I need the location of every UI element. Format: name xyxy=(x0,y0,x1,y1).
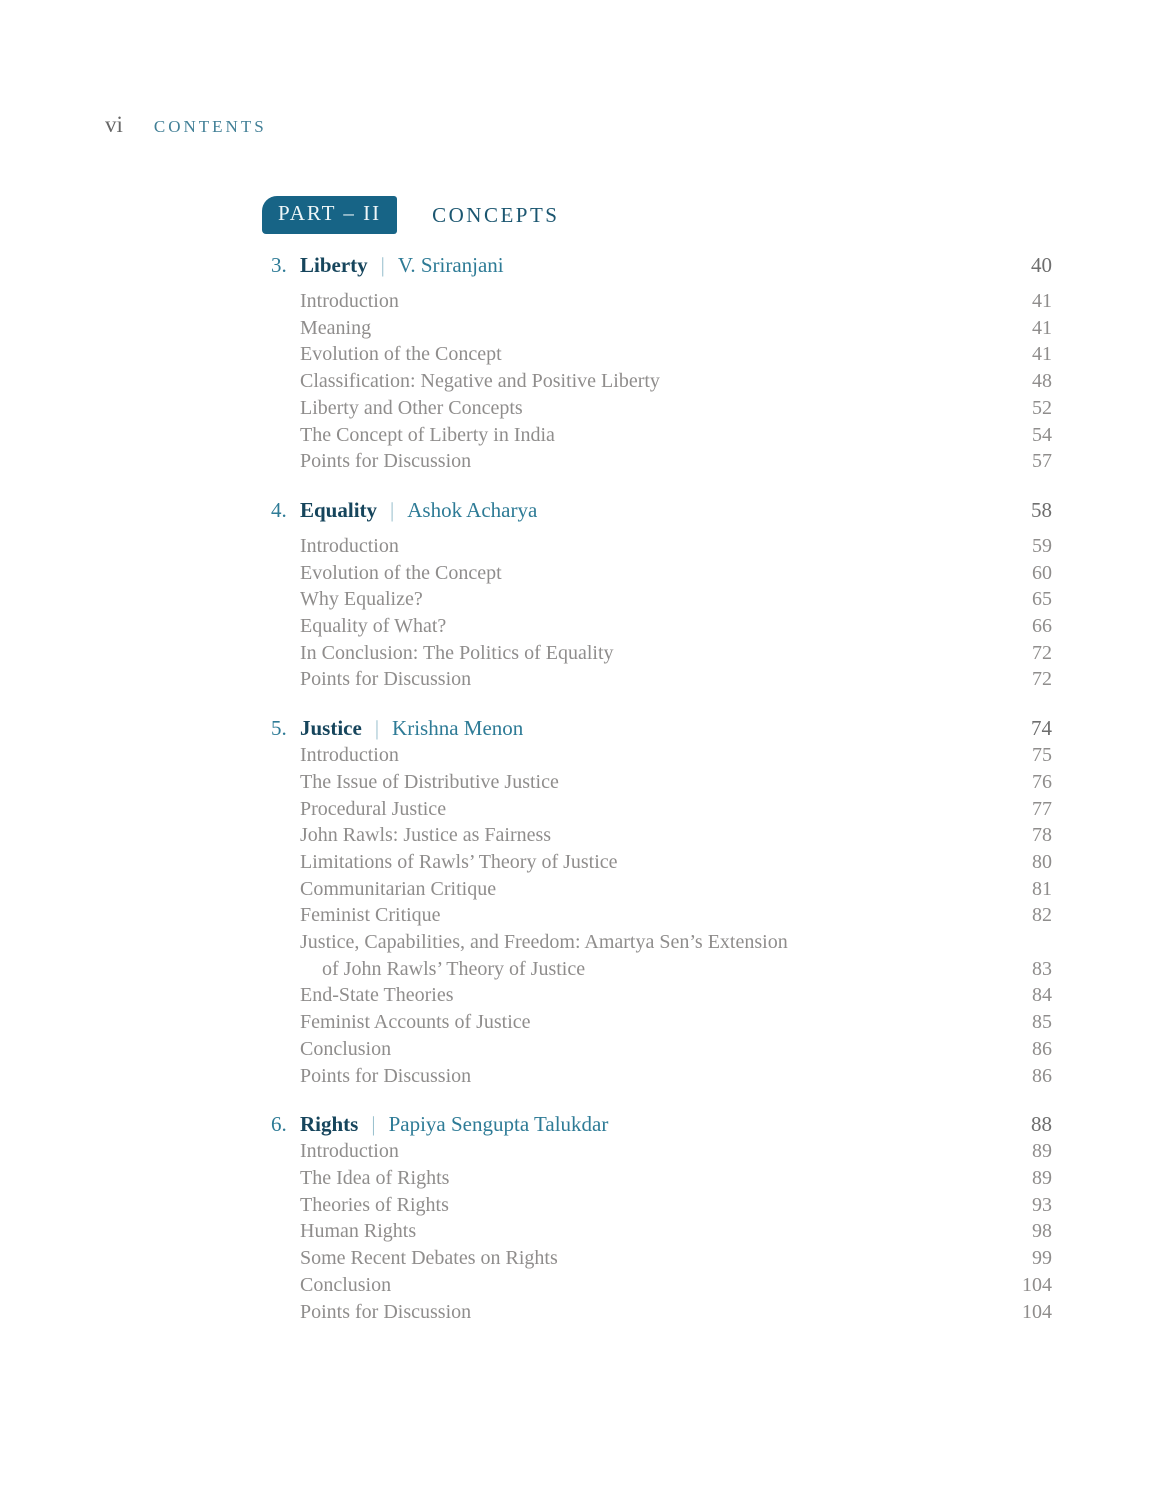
section-label: Theories of Rights xyxy=(300,1193,449,1216)
section-page-number: 59 xyxy=(1032,534,1052,557)
section-label: Conclusion xyxy=(300,1037,392,1060)
toc-section-row xyxy=(262,640,1052,667)
section-list xyxy=(262,1138,1052,1325)
section-page-number: 99 xyxy=(1032,1247,1052,1270)
toc-section-row xyxy=(262,395,1052,422)
chapter-heading xyxy=(262,1110,1052,1138)
toc-section-row xyxy=(262,796,1052,823)
section-page-number: 83 xyxy=(1032,957,1052,980)
section-label: Classification: Negative and Positive Liberty xyxy=(300,370,660,393)
section-label: Procedural Justice xyxy=(300,797,447,820)
section-label: Introduction xyxy=(300,290,399,312)
section-page-number: 75 xyxy=(1032,744,1052,767)
toc-section-row xyxy=(262,666,1052,693)
section-label: Equality of What? xyxy=(300,615,447,638)
section-page-number: 80 xyxy=(1032,850,1052,873)
section-label: Evolution of the Concept xyxy=(300,343,502,366)
chapter-author: V. Sriranjani xyxy=(397,253,504,277)
section-label: Communitarian Critique xyxy=(300,877,497,900)
toc-section-row xyxy=(262,422,1052,449)
section-page-number: 98 xyxy=(1032,1220,1052,1243)
section-page-number: 89 xyxy=(1032,1140,1052,1163)
toc-section-row xyxy=(262,742,1052,769)
divider-bar: | xyxy=(374,716,380,741)
section-page-number: 77 xyxy=(1032,797,1052,820)
toc-section-row xyxy=(262,288,1052,315)
toc-section-row xyxy=(262,315,1052,342)
chapter-title: Equality xyxy=(300,497,378,522)
part-badge: PART – II xyxy=(262,196,397,234)
toc-section-row xyxy=(262,1138,1052,1165)
toc-section-row xyxy=(262,368,1052,395)
section-page-number: 66 xyxy=(1032,615,1052,638)
toc-section-row xyxy=(262,982,1052,1009)
table-of-contents xyxy=(262,196,1052,1325)
section-label: John Rawls: Justice as Fairness xyxy=(300,824,552,847)
section-page-number: 85 xyxy=(1032,1011,1052,1034)
running-head xyxy=(105,112,267,138)
toc-section-row xyxy=(262,1218,1052,1245)
section-label: Evolution of the Concept xyxy=(300,561,502,584)
section-label: Points for Discussion xyxy=(300,1064,472,1087)
divider-bar: | xyxy=(380,253,385,277)
section-page-number: 54 xyxy=(1032,423,1052,446)
section-label: The Idea of Rights xyxy=(300,1166,450,1189)
chapter-heading xyxy=(262,251,1052,279)
chapter-entry xyxy=(262,1110,1052,1325)
section-page-number: 89 xyxy=(1032,1166,1052,1189)
toc-section-row xyxy=(262,1009,1052,1036)
section-page-number: 78 xyxy=(1032,824,1052,847)
toc-section-row xyxy=(262,902,1052,929)
section-label: Justice, Capabilities, and Freedom: Amartya Sen’s Extension xyxy=(300,931,788,954)
toc-section-row xyxy=(262,876,1052,903)
chapter-number: 5. xyxy=(271,716,287,741)
section-label: End-State Theories xyxy=(300,984,454,1007)
section-label: Conclusion xyxy=(300,1273,392,1296)
toc-section-row xyxy=(262,956,1052,983)
toc-section-row xyxy=(262,822,1052,849)
section-page-number: 81 xyxy=(1032,877,1052,900)
section-page-number: 57 xyxy=(1032,450,1052,473)
toc-section-row xyxy=(262,613,1052,640)
toc-section-row xyxy=(262,586,1052,613)
chapter-heading xyxy=(262,496,1052,524)
section-page-number: 76 xyxy=(1032,770,1052,793)
section-label: of John Rawls’ Theory of Justice xyxy=(322,957,586,980)
toc-section-row xyxy=(262,448,1052,475)
section-label: Introduction xyxy=(300,744,399,767)
section-label: In Conclusion: The Politics of Equality xyxy=(300,641,614,664)
section-list xyxy=(262,533,1052,693)
toc-section-row xyxy=(262,560,1052,587)
toc-section-row xyxy=(262,1272,1052,1299)
section-label: Points for Discussion xyxy=(300,668,472,691)
chapter-page-number: 58 xyxy=(1031,497,1052,522)
divider-bar: | xyxy=(390,497,395,522)
chapter-page-number: 74 xyxy=(1031,716,1052,741)
section-label: Why Equalize? xyxy=(300,588,423,611)
section-label: Feminist Accounts of Justice xyxy=(300,1011,531,1034)
section-label: Liberty and Other Concepts xyxy=(300,396,523,419)
chapter-author: Ashok Acharya xyxy=(407,497,538,522)
section-page-number: 93 xyxy=(1032,1193,1052,1216)
section-label: Points for Discussion xyxy=(300,1300,472,1323)
section-label: The Concept of Liberty in India xyxy=(300,423,555,446)
section-page-number: 86 xyxy=(1032,1037,1052,1060)
section-page-number: 86 xyxy=(1032,1064,1052,1087)
section-page-number: 48 xyxy=(1032,370,1052,393)
section-page-number: 41 xyxy=(1032,316,1052,339)
toc-section-row xyxy=(262,341,1052,368)
section-page-number: 60 xyxy=(1032,561,1052,584)
section-page-number: 72 xyxy=(1032,641,1052,664)
chapter-number: 4. xyxy=(271,497,287,522)
section-page-number: 84 xyxy=(1032,984,1052,1007)
section-label: Feminist Critique xyxy=(300,904,441,927)
chapter-heading xyxy=(262,714,1052,742)
toc-section-row xyxy=(262,1036,1052,1063)
section-page-number: 82 xyxy=(1032,904,1052,927)
chapter-entry xyxy=(262,714,1052,1089)
section-label: Some Recent Debates on Rights xyxy=(300,1247,558,1270)
toc-section-row xyxy=(262,1192,1052,1219)
chapter-title: Rights xyxy=(300,1112,359,1137)
toc-section-row xyxy=(262,769,1052,796)
chapter-entry xyxy=(262,251,1052,475)
chapter-page-number: 40 xyxy=(1031,253,1052,277)
section-list xyxy=(262,742,1052,1089)
toc-section-row xyxy=(262,1063,1052,1090)
toc-section-row xyxy=(262,1245,1052,1272)
section-label: Introduction xyxy=(300,534,399,557)
running-head-title: CONTENTS xyxy=(153,117,267,136)
divider-bar: | xyxy=(371,1112,376,1137)
section-page-number: 104 xyxy=(1022,1300,1052,1323)
chapter-author: Papiya Sengupta Talukdar xyxy=(388,1112,609,1137)
section-list xyxy=(262,288,1052,475)
toc-section-row xyxy=(262,533,1052,560)
chapter-title: Justice xyxy=(300,716,362,741)
section-label: The Issue of Distributive Justice xyxy=(300,770,559,793)
toc-section-row xyxy=(262,1299,1052,1326)
section-page-number: 72 xyxy=(1032,668,1052,691)
chapter-author: Krishna Menon xyxy=(392,716,524,741)
section-label: Human Rights xyxy=(300,1220,417,1243)
toc-section-row xyxy=(262,849,1052,876)
section-page-number: 41 xyxy=(1032,290,1052,312)
section-label: Limitations of Rawls’ Theory of Justice xyxy=(300,850,618,873)
toc-section-row xyxy=(262,929,1052,956)
section-page-number: 52 xyxy=(1032,396,1052,419)
chapter-page-number: 88 xyxy=(1031,1112,1052,1137)
page-folio: vi xyxy=(105,112,123,137)
chapter-entry xyxy=(262,496,1052,693)
chapter-title: Liberty xyxy=(300,253,368,277)
section-label: Points for Discussion xyxy=(300,450,472,473)
section-page-number: 65 xyxy=(1032,588,1052,611)
section-label: Meaning xyxy=(300,316,372,339)
part-title: CONCEPTS xyxy=(432,202,560,227)
section-page-number: 41 xyxy=(1032,343,1052,366)
part-header xyxy=(262,196,1052,234)
chapter-number: 3. xyxy=(271,253,287,277)
section-label: Introduction xyxy=(300,1140,399,1163)
section-page-number: 104 xyxy=(1022,1273,1052,1296)
chapter-number: 6. xyxy=(271,1112,287,1137)
toc-section-row xyxy=(262,1165,1052,1192)
chapter-list xyxy=(262,251,1052,1325)
